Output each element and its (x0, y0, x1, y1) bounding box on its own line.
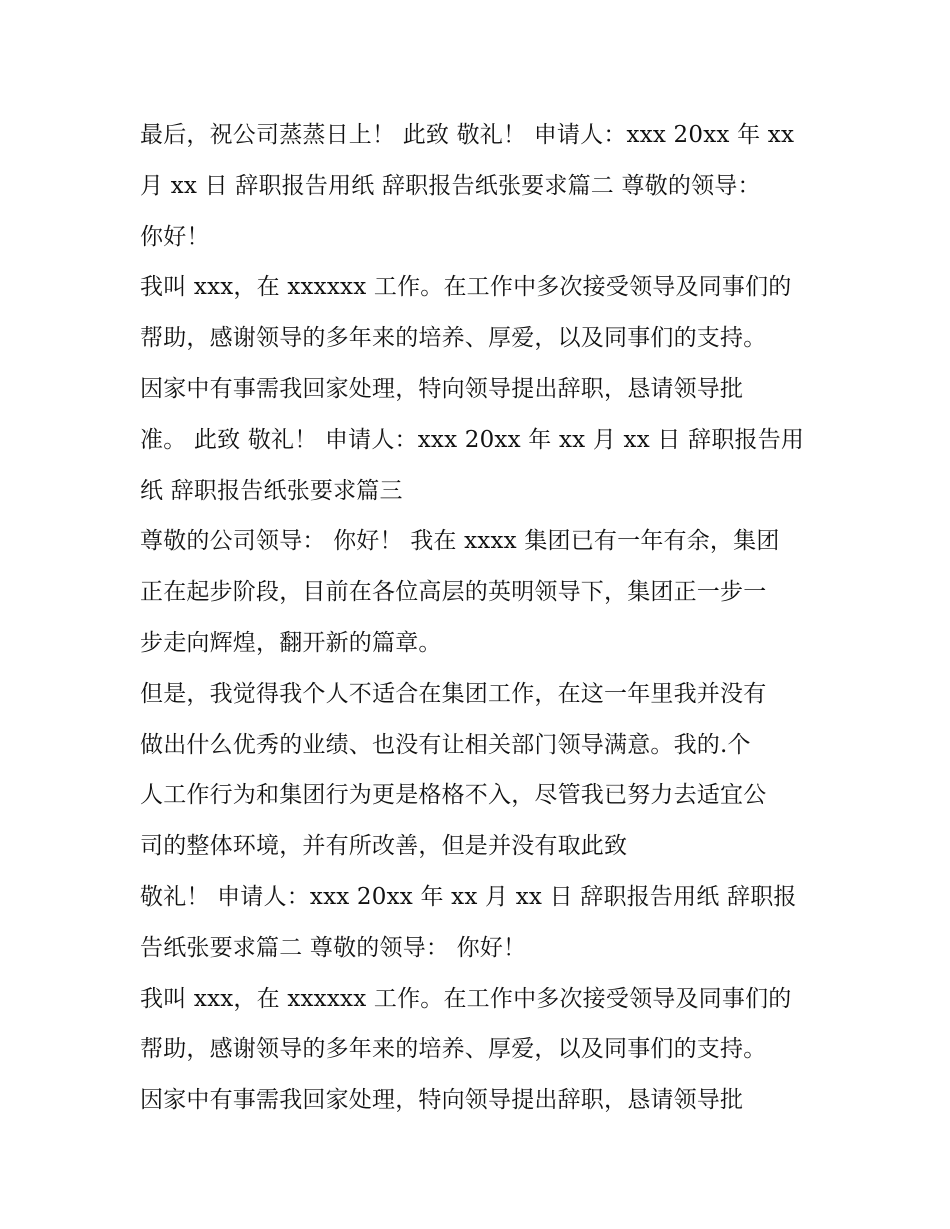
text-line-15: 司的整体环境，并有所改善，但是并没有取此致 (140, 833, 628, 860)
text-line-17: 告纸张要求篇二 尊敬的领导： 你好！ (140, 934, 527, 961)
text-line-5: 帮助，感谢领导的多年来的培养、厚爱，以及同事们的支持。 (140, 325, 767, 352)
text-line-2: 月 xx 日 辞职报告用纸 辞职报告纸张要求篇二 尊敬的领导： (140, 172, 761, 199)
text-line-20: 因家中有事需我回家处理，特向领导提出辞职，恳请领导批 (140, 1087, 744, 1114)
text-line-3: 你好！ (140, 223, 210, 250)
text-line-4: 我叫 xxx，在 xxxxxx 工作。在工作中多次接受领导及同事们的 (140, 274, 792, 301)
text-line-8: 纸 辞职报告纸张要求篇三 (140, 477, 403, 504)
text-line-16: 敬礼！ 申请人：xxx 20xx 年 xx 月 xx 日 辞职报告用纸 辞职报 (140, 883, 797, 910)
text-line-18: 我叫 xxx，在 xxxxxx 工作。在工作中多次接受领导及同事们的 (140, 985, 792, 1012)
text-line-14: 人工作行为和集团行为更是格格不入，尽管我已努力去适宜公 (140, 782, 767, 809)
text-line-11: 步走向辉煌，翻开新的篇章。 (140, 629, 442, 656)
text-line-1: 最后，祝公司蒸蒸日上！ 此致 敬礼！ 申请人：xxx 20xx 年 xx (140, 122, 795, 148)
text-line-9: 尊敬的公司领导： 你好！ 我在 xxxx 集团已有一年有余，集团 (140, 528, 780, 555)
document-body (140, 110, 820, 1126)
text-line-13: 做出什么优秀的业绩、也没有让相关部门领导满意。我的.个 (140, 731, 751, 758)
text-line-19: 帮助，感谢领导的多年来的培养、厚爱，以及同事们的支持。 (140, 1036, 767, 1063)
text-line-7: 准。 此致 敬礼！ 申请人：xxx 20xx 年 xx 月 xx 日 辞职报告用 (140, 426, 805, 453)
text-line-10: 正在起步阶段，目前在各位高层的英明领导下，集团正一步一 (140, 579, 767, 606)
text-line-12: 但是，我觉得我个人不适合在集团工作，在这一年里我并没有 (140, 680, 767, 707)
text-line-6: 因家中有事需我回家处理，特向领导提出辞职，恳请领导批 (140, 375, 744, 402)
